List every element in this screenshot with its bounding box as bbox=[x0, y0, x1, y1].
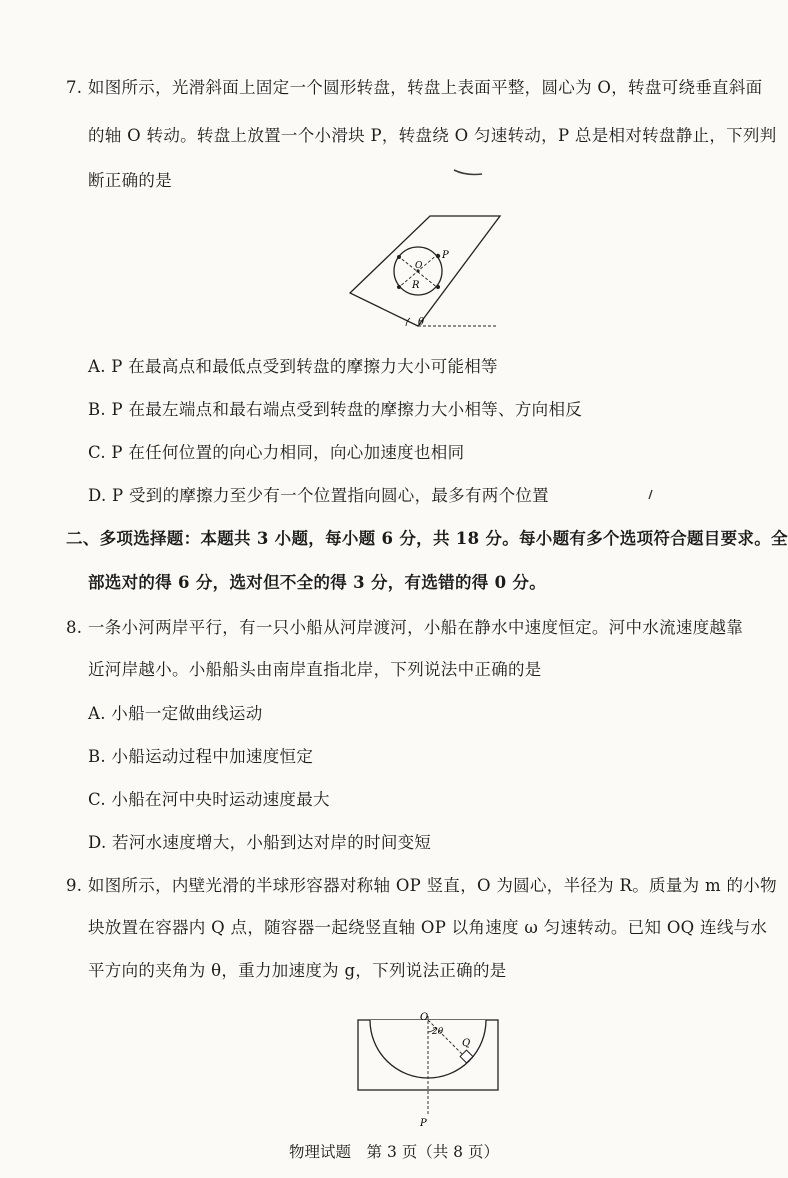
q8-option-a: A. 小船一定做曲线运动 bbox=[88, 704, 263, 723]
q8-option-d: D. 若河水速度增大，小船到达对岸的时间变短 bbox=[88, 833, 432, 852]
pen-mark bbox=[452, 166, 486, 180]
label-O: O bbox=[420, 1012, 429, 1023]
q7-option-b: B. P 在最左端点和最右端点受到转盘的摩擦力大小相等、方向相反 bbox=[88, 400, 583, 419]
q7-stem-line3: 断正确的是 bbox=[88, 171, 172, 190]
q9-stem-line1: 9. 如图所示，内壁光滑的半球形容器对称轴 OP 竖直，O 为圆心，半径为 R。质量为 m 的小物 bbox=[66, 876, 777, 895]
q8-stem-line2: 近河岸越小。小船船头由南岸直指北岸，下列说法中正确的是 bbox=[88, 660, 542, 679]
q7-stem-line1: 7. 如图所示，光滑斜面上固定一个圆形转盘，转盘上表面平整，圆心为 O，转盘可绕垂直斜面 bbox=[66, 78, 763, 97]
q7-option-d: D. P 受到的摩擦力至少有一个位置指向圆心，最多有两个位置 bbox=[88, 486, 549, 505]
q7-turntable-figure bbox=[340, 208, 510, 333]
point-dot bbox=[397, 285, 401, 289]
incline-plate bbox=[350, 216, 500, 326]
q7-option-c: C. P 在任何位置的向心力相同，向心加速度也相同 bbox=[88, 443, 465, 462]
point-dot bbox=[397, 255, 401, 259]
q9-stem-line3: 平方向的夹角为 θ，重力加速度为 g，下列说法正确的是 bbox=[88, 961, 507, 980]
q8-option-c: C. 小船在河中央时运动速度最大 bbox=[88, 790, 330, 809]
section2-heading-line2: 部选对的得 6 分，选对但不全的得 3 分，有选错的得 0 分。 bbox=[88, 573, 547, 592]
point-dot bbox=[436, 285, 440, 289]
block-P bbox=[436, 254, 440, 258]
q8-option-b: B. 小船运动过程中加速度恒定 bbox=[88, 747, 314, 766]
label-R: R bbox=[412, 280, 420, 291]
q9-stem-line2: 块放置在容器内 Q 点，随容器一起绕竖直轴 OP 以角速度 ω 匀速转动。已知 OQ 连线与水 bbox=[88, 918, 768, 937]
label-O: O bbox=[415, 261, 423, 271]
page-footer: 物理试题 第 3 页（共 8 页） bbox=[289, 1143, 499, 1161]
q8-stem-line1: 8. 一条小河两岸平行，有一只小船从河岸渡河，小船在静水中速度恒定。河中水流速度越靠 bbox=[66, 618, 744, 637]
q7-stem-line2: 的轴 O 转动。转盘上放置一个小滑块 P，转盘绕 O 匀速转动，P 总是相对转盘静止，下列判 bbox=[88, 126, 777, 145]
label-2theta: 2θ bbox=[432, 1027, 444, 1037]
section2-heading-line1: 二、多项选择题：本题共 3 小题，每小题 6 分，共 18 分。每小题有多个选项符合题目要求。全 bbox=[66, 529, 788, 548]
pen-tick bbox=[646, 488, 656, 502]
q7-option-a: A. P 在最高点和最低点受到转盘的摩擦力大小可能相等 bbox=[88, 357, 498, 376]
q9-bowl-figure bbox=[350, 1008, 504, 1130]
label-P: P bbox=[420, 1118, 427, 1129]
label-Q: Q bbox=[462, 1038, 471, 1049]
label-theta: θ bbox=[418, 317, 425, 328]
label-P: P bbox=[442, 250, 449, 261]
